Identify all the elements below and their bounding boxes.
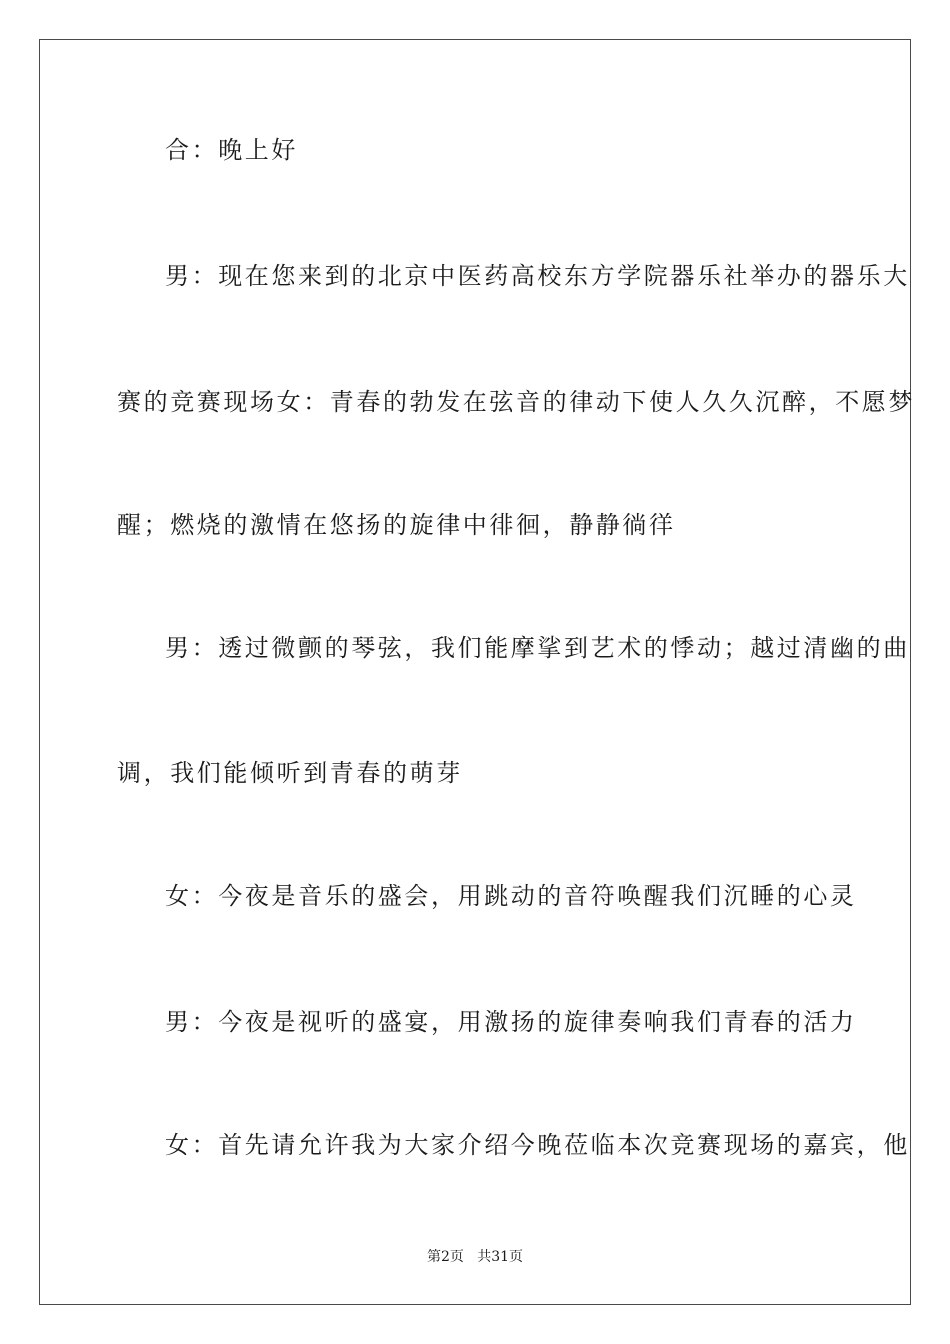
text-line-8: 男：今夜是视听的盛宴，用激扬的旋律奏响我们青春的活力	[165, 1008, 857, 1036]
text-line-7: 女：今夜是音乐的盛会，用跳动的音符唤醒我们沉睡的心灵	[165, 882, 857, 910]
text-line-9: 女：首先请允许我为大家介绍今晚莅临本次竞赛现场的嘉宾，他	[165, 1131, 910, 1159]
page-number-footer: 第2页 共31页	[426, 1249, 524, 1265]
text-line-2: 男：现在您来到的北京中医药高校东方学院器乐社举办的器乐大	[165, 262, 910, 290]
text-line-3: 赛的竞赛现场女：青春的勃发在弦音的律动下使人久久沉醉，不愿梦	[117, 388, 915, 416]
text-line-4: 醒；燃烧的激情在悠扬的旋律中徘徊，静静徜徉	[117, 511, 676, 539]
page-border	[39, 39, 911, 1305]
text-line-6: 调，我们能倾听到青春的萌芽	[117, 759, 463, 787]
text-line-5: 男：透过微颤的琴弦，我们能摩挲到艺术的悸动；越过清幽的曲	[165, 634, 910, 662]
text-line-1: 合：晚上好	[165, 136, 298, 164]
